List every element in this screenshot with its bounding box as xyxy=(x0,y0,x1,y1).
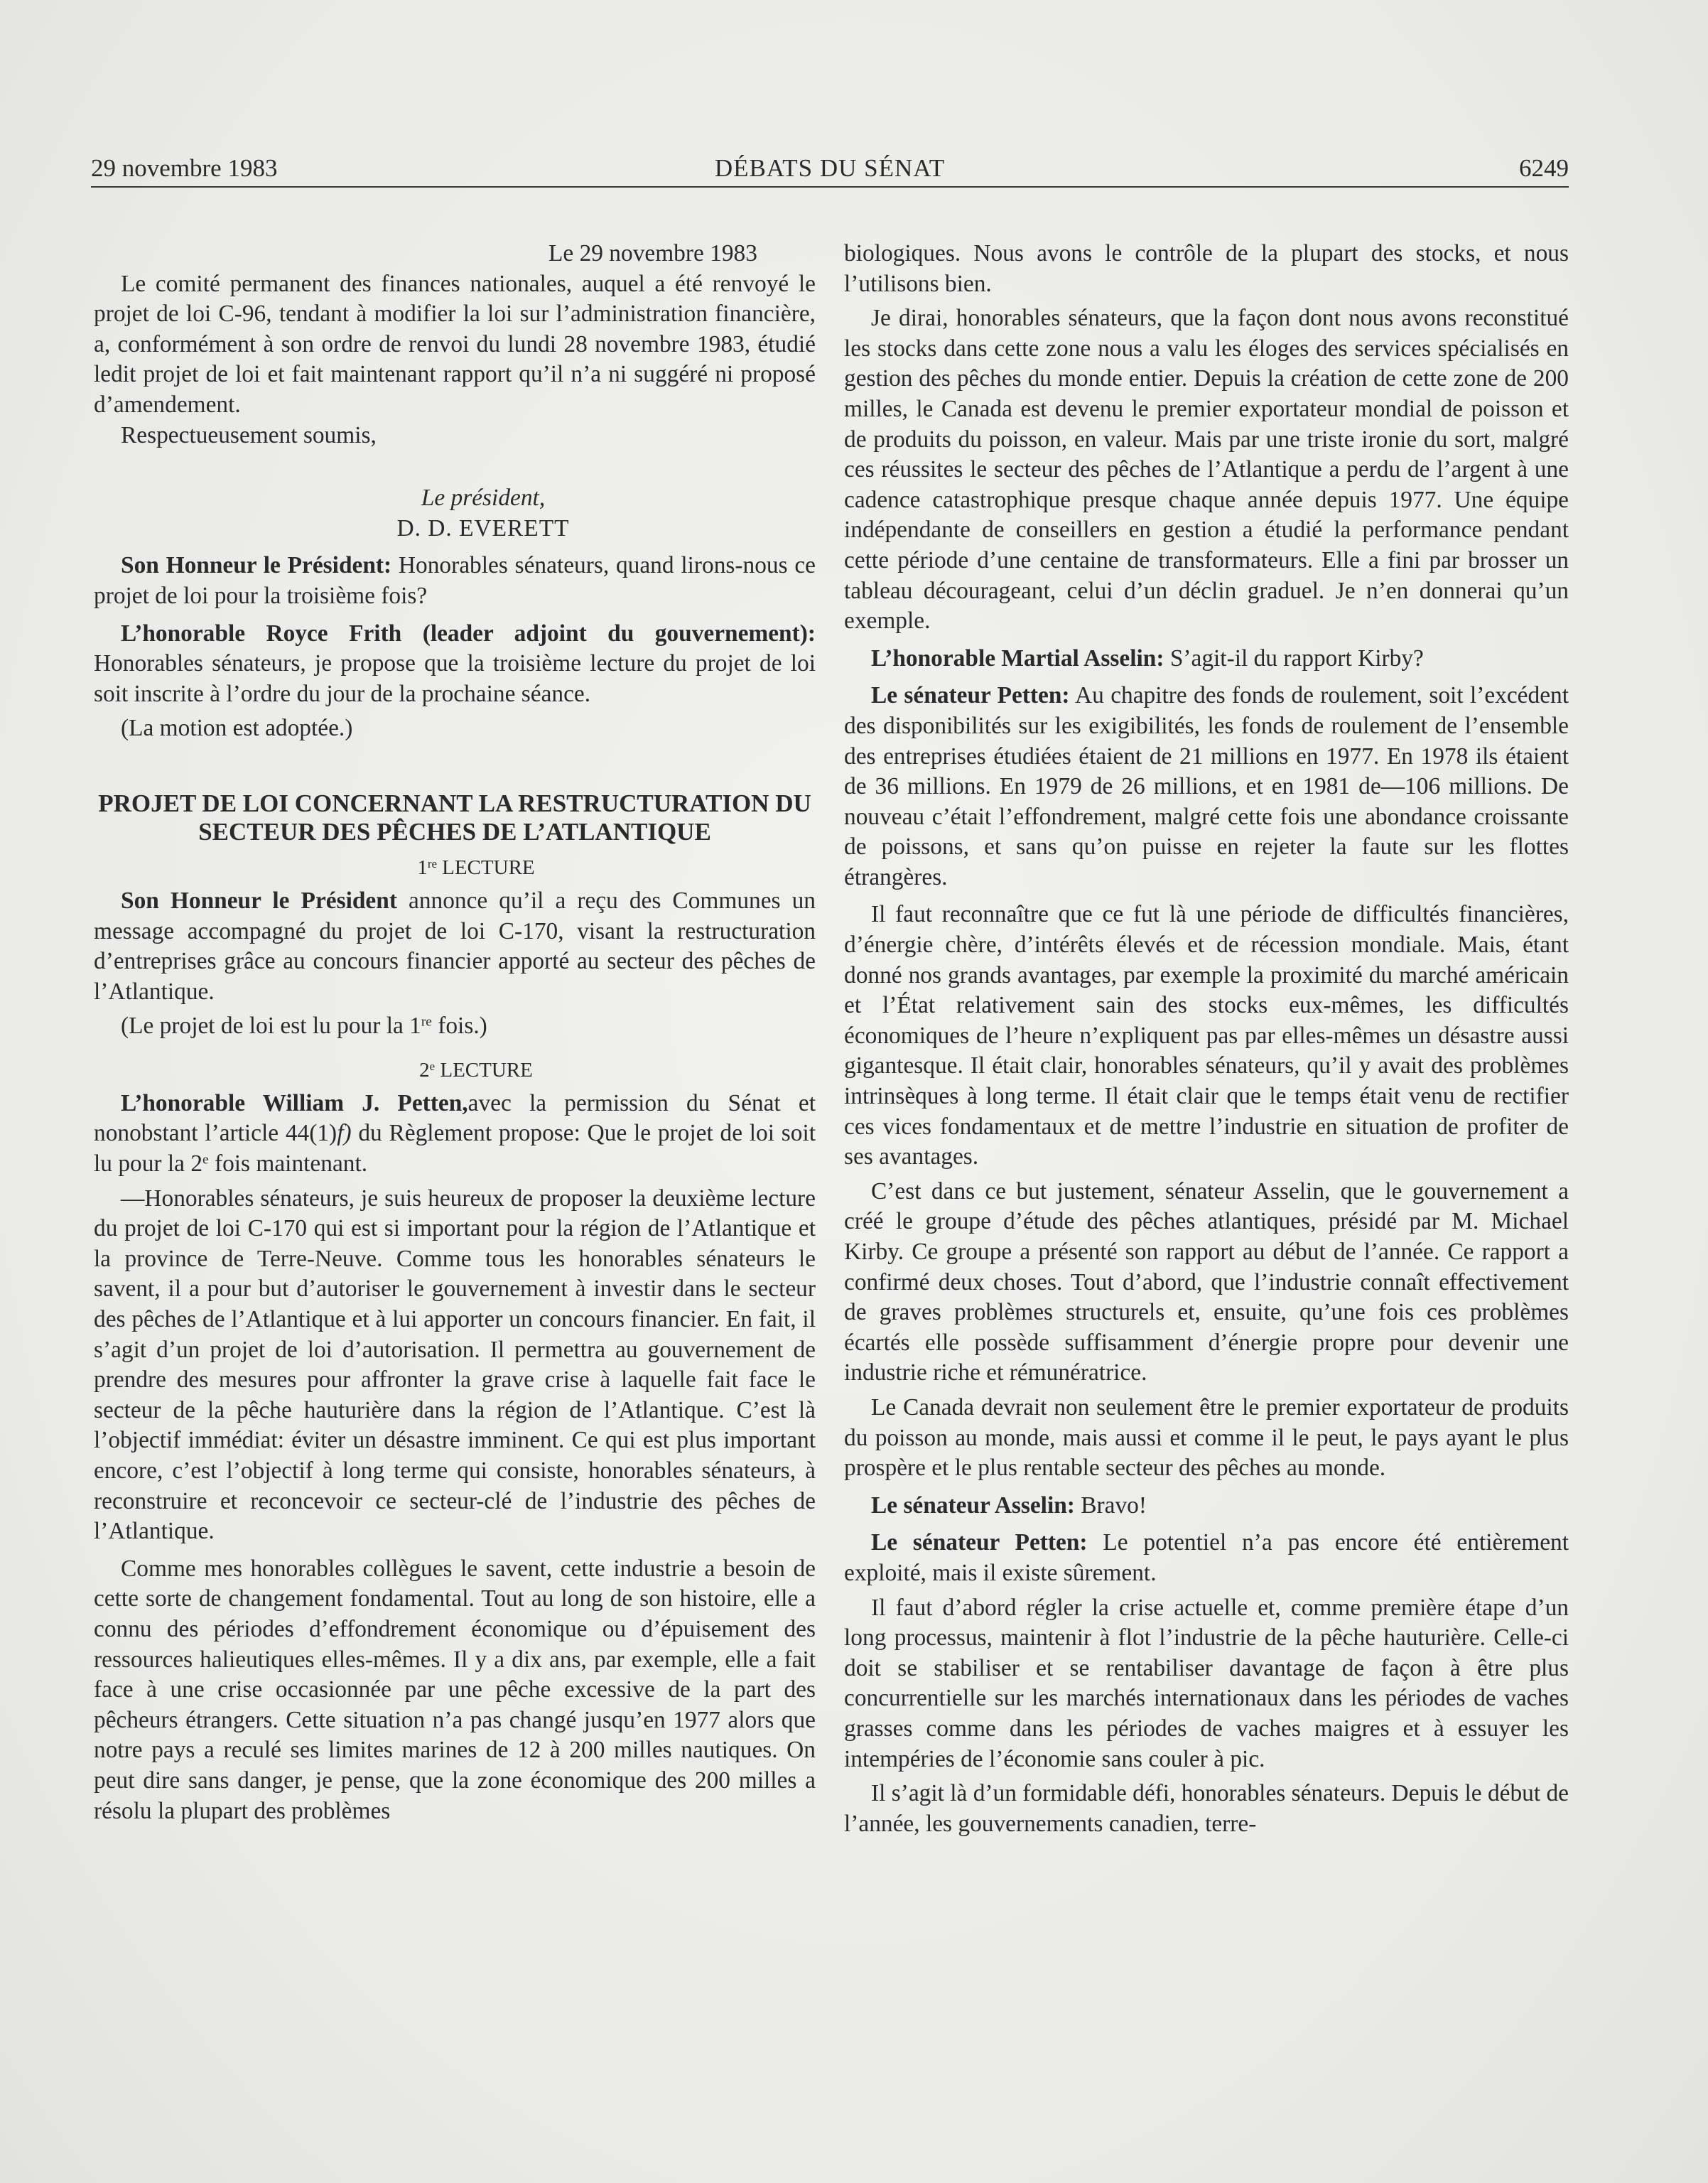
speech-paragraph: —Honorables sénateurs, je suis heureux de proposer la deuxième lecture du projet de loi C-170 qui est si important pour la région de l’Atlantique et la province de Terre-Neuve. Comme tous les honorables sénateurs le savent, il a pour but d’autoriser le gouvernement à investir dans le secteur des pêches de l’Atlantique et à lui apporter un concours financier. En fait, il s’agit d’un projet de loi d’autorisation. Il permettra au gouvernement de prendre des mesures pour affronter la grave crise à laquelle fait face le secteur de la pêche hauturière dans la région de l’Atlantique. C’est là l’objectif immédiat: éviter un désastre imminent. Ce qui est plus important encore, c’est l’objectif à long terme qui consiste, honorables sénateurs, à reconstruire et reconcevoir ce secteur-clé de l’industrie des pêches de l’Atlantique. xyxy=(94,1185,816,1545)
page-number: 6249 xyxy=(1519,154,1569,182)
reading-label: LECTURE xyxy=(436,856,535,879)
speech-text: S’agit-il du rapport Kirby? xyxy=(1164,645,1424,672)
speaker-name: Le sénateur Asselin: xyxy=(871,1492,1075,1519)
speaker-name: L’honorable Martial Asselin: xyxy=(871,645,1164,672)
speaker-name: Son Honneur le Président xyxy=(121,887,397,914)
speaker-name: Son Honneur le Président: xyxy=(121,552,392,579)
report-body: Le comité permanent des finances nationales, auquel a été renvoyé le projet de loi C-96, tendant à modifier la loi sur l’administration financière, a, conformément à son ordre de renvoi du lundi 28 novembre 1983, étudié ledit projet de loi et fait maintenant rapport qu’il n’a ni suggéré ni proposé d’amendement. xyxy=(94,270,816,418)
speech-paragraph xyxy=(844,1528,1569,1588)
signature-role: Le président, xyxy=(421,485,546,512)
ordinal-suffix: re xyxy=(421,1014,432,1030)
ordinal-suffix: re xyxy=(427,856,437,870)
speech-paragraph: Il faut d’abord régler la crise actuelle et, comme première étape d’un long processus, maintenir à flot l’industrie de la pêche hauturière. Celle-ci doit se stabiliser et se rentabiliser davantage de façon à être plus concurrentielle sur les marchés internationaux dans les périodes de vaches grasses comme dans les périodes de vaches maigres et à essuyer les intempéries de l’économie sans couler à pic. xyxy=(844,1594,1569,1772)
first-reading-heading: 1re LECTURE xyxy=(417,856,535,879)
speaker-name: Le sénateur Petten: xyxy=(871,682,1070,709)
speech-paragraph: L’honorable William J. Petten,avec la permission du Sénat et nonobstant l’article 44(1)f) du Règlement propose: Que le projet de loi soit lu pour la 2e fois maintenant. xyxy=(94,1089,816,1177)
speech-text: Le potentiel n’a pas encore été entièrement exploité, mais il existe sûrement. xyxy=(844,1529,1569,1586)
speech-paragraph: Comme mes honorables collègues le savent, cette industrie a besoin de cette sorte de changement fondamental. Tout au long de son histoire, elle a connu des périodes d’effondrement économique ou d’épuisement des ressources halieutiques elles-mêmes. Il y a dix ans, par exemple, elle a fait face à une crise occasionnée par une pêche excessive de la part des pêcheurs étrangers. Cette situation n’a pas changé jusqu’en 1977 alors que notre pays a reculé ses limites marines de 12 à 200 milles nautiques. On peut dire sans danger, je pense, que la zone économique des 200 milles a résolu la plupart des problèmes xyxy=(94,1555,816,1824)
speech-text: annonce qu’il a reçu des Communes un message accompagné du projet de loi C-170, visant la restructuration d’entreprises grâce au concours financier apporté au secteur des pêches de l’Atlantique. xyxy=(94,887,816,1005)
header-rule xyxy=(91,186,1569,188)
speech-text: Bravo! xyxy=(1074,1492,1147,1519)
right-column xyxy=(844,239,1569,1839)
publication-title: DÉBATS DU SÉNAT xyxy=(714,154,946,182)
speech-paragraph xyxy=(844,644,1569,674)
speech-paragraph xyxy=(844,681,1569,893)
speech-text: Au chapitre des fonds de roulement, soit l’excédent des disponibilités sur les exigibilités, les fonds de roulement de l’ensemble des entreprises étudiées étaient de 21 millions en 1977. En 1978 ils étaient de 36 millions. En 1979 de 26 millions, et en 1981 de—106 millions. De nouveau c’était l’effondrement, malgré cette fois une abondance croissante de poissons, et sans qu’on puisse en rejeter la faute sur les flottes étrangères. xyxy=(844,682,1569,890)
speech-paragraph: Le Canada devrait non seulement être le premier exportateur de produits du poisson au monde, mais aussi et comme il le peut, le pays ayant le plus prospère et le plus rentable secteur des pêches au monde. xyxy=(844,1394,1569,1482)
ordinal-suffix: e xyxy=(202,1152,209,1168)
speech-paragraph: Je dirai, honorables sénateurs, que la façon dont nous avons reconstitué les stocks dans cette zone nous a valu les éloges des services spécialisés en gestion des pêches du monde entier. Depuis la création de cette zone de 200 milles, le Canada est devenu le premier exportateur mondial de poisson et de produits du poisson, en valeur. Mais par une triste ironie du sort, malgré ces réussites le secteur des pêches de l’Atlantique a perdu de l’argent à une cadence catastrophique presque chaque année depuis 1977. Une équipe indépendante de conseillers en gestion a étudié la performance pendant cette période d’une centaine de transformateurs. Elle a fini par brosser un tableau décourageant, celui d’un déclin graduel. Je n’en donnerai qu’un exemple. xyxy=(844,305,1569,635)
speech-text: Honorables sénateurs, je propose que la troisième lecture du projet de loi soit inscrite à l’ordre du jour de la prochaine séance. xyxy=(94,650,816,707)
speech-paragraph: biologiques. Nous avons le contrôle de la plupart des stocks, et nous l’utilisons bien. xyxy=(844,240,1569,297)
speaker-name: L’honorable William J. Petten, xyxy=(121,1089,468,1116)
speech-paragraph xyxy=(94,886,816,1007)
report-date: Le 29 novembre 1983 xyxy=(548,240,757,266)
speech-paragraph xyxy=(844,1491,1569,1521)
signature-name: D. D. EVERETT xyxy=(396,514,570,541)
speech-paragraph xyxy=(94,551,816,611)
running-header xyxy=(91,153,1569,184)
speech-paragraph: C’est dans ce but justement, sénateur Asselin, que le gouvernement a créé le groupe d’étude des pêches atlantiques, présidé par M. Michael Kirby. Ce groupe a présenté son rapport au début de l’année. Ce rapport a confirmé deux choses. Tout d’abord, que l’industrie connaît effectivement de graves problèmes structurels et, ensuite, qu’une fois ces problèmes écartés elle possède suffisamment d’énergie propre pour devenir une industrie riche et rémunératrice. xyxy=(844,1177,1569,1386)
speech-paragraph: Il faut reconnaître que ce fut là une période de difficultés financières, d’énergie chère, d’intérêts élevés et de récession mondiale. Mais, étant donné nos grands avantages, par exemple la proximité du marché américain et l’État relativement sain des stocks eux-mêmes, les difficultés économiques de l’heure n’expliquent pas par elles-mêmes un désastre aussi gigantesque. Il était clair, honorables sénateurs, qu’il y avait des problèmes intrinsèques à long terme. Il était clair que le temps était venu de rectifier ces vices fondamentaux et de mettre l’industrie en situation de profiter de ses avantages. xyxy=(844,901,1569,1170)
motion-note: (La motion est adoptée.) xyxy=(121,715,353,742)
second-reading-heading: 2e LECTURE xyxy=(419,1058,533,1082)
left-column xyxy=(94,239,816,1826)
speech-text: Honorables sénateurs, quand lirons-nous ce projet de loi pour la troisième fois? xyxy=(94,552,816,609)
speaker-name: Le sénateur Petten: xyxy=(871,1529,1088,1556)
procedural-note: (Le projet de loi est lu pour la 1re fois.) xyxy=(121,1013,487,1040)
speaker-name: L’honorable Royce Frith (leader adjoint du gouvernement): xyxy=(121,620,816,647)
speech-paragraph xyxy=(94,619,816,710)
ordinal-suffix: e xyxy=(429,1059,436,1073)
report-closing: Respectueusement soumis, xyxy=(121,421,377,448)
section-heading: PROJET DE LOI CONCERNANT LA RESTRUCTURATION DU SECTEUR DES PÊCHES DE L’ATLANTIQUE xyxy=(98,789,811,846)
speech-paragraph: Il s’agit là d’un formidable défi, honorables sénateurs. Depuis le début de l’année, les gouvernements canadien, terre- xyxy=(844,1780,1569,1837)
reading-label: LECTURE xyxy=(435,1058,533,1082)
header-date: 29 novembre 1983 xyxy=(91,154,278,182)
